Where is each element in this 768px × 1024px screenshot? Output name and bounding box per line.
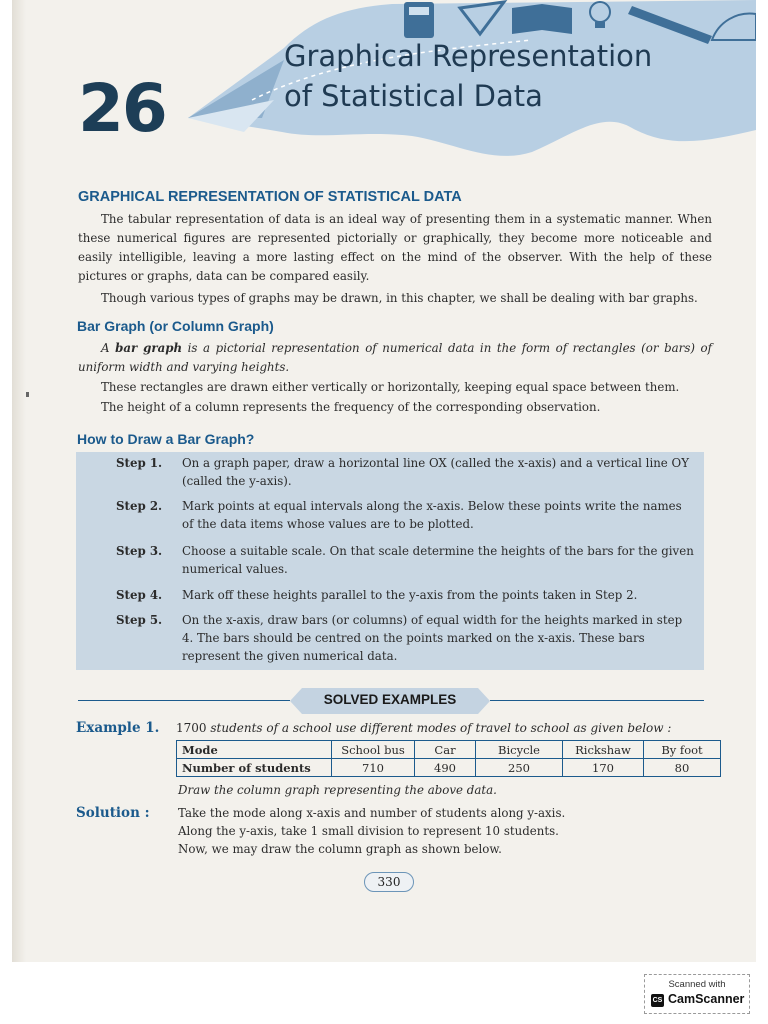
table-cell: School bus <box>332 741 415 759</box>
chapter-number: 26 <box>78 70 166 147</box>
chapter-title-line1: Graphical Representation <box>284 39 653 73</box>
margin-mark <box>26 392 29 397</box>
step-text: On the x-axis, draw bars (or columns) of equal width for the heights marked in step 4. The bars should be centred on the points marked on the x-axis. These bars represent the given numerical data. <box>182 613 683 663</box>
divider-left <box>78 700 290 701</box>
solution-line: Now, we may draw the column graph as shown below. <box>178 842 502 856</box>
bar-graph-definition <box>78 339 712 377</box>
how-to-heading: How to Draw a Bar Graph? <box>77 431 255 447</box>
table-cell: 490 <box>415 759 476 777</box>
solution-label: Solution : <box>76 805 150 821</box>
step-text: Mark points at equal intervals along the x-axis. Below these points write the names of the data items whose values are to be plotted. <box>182 499 682 531</box>
height-paragraph: The height of a column represents the frequency of the corresponding observation. <box>101 400 601 414</box>
table-row-label: Number of students <box>177 759 332 777</box>
step-label: Step 5. <box>116 613 163 627</box>
step-text: Choose a suitable scale. On that scale determine the heights of the bars for the given numerical values. <box>182 544 694 576</box>
book-icon <box>512 4 572 34</box>
definition-rest: is a pictorial representation of numerical data in the form of rectangles (or bars) of uniform width and varying heights. <box>78 341 713 374</box>
table-cell: 80 <box>644 759 721 777</box>
example-description: students of a school use different modes of travel to school as given below : <box>210 721 672 735</box>
chapter-title-line2: of Statistical Data <box>284 79 543 113</box>
example-label: Example 1. <box>76 720 160 736</box>
bar-graph-heading: Bar Graph (or Column Graph) <box>77 318 274 334</box>
table-row <box>177 759 721 777</box>
table-row <box>177 741 721 759</box>
table-cell: Bicycle <box>476 741 563 759</box>
table-header-label: Mode <box>177 741 332 759</box>
solution-line: Take the mode along x-axis and number of students along y-axis. <box>178 806 566 820</box>
step-label: Step 2. <box>116 499 163 513</box>
table-cell: Car <box>415 741 476 759</box>
table-cell: 710 <box>332 759 415 777</box>
step-label: Step 4. <box>116 588 163 602</box>
example-count: 1700 <box>176 721 207 735</box>
divider-right <box>490 700 704 701</box>
step-label: Step 3. <box>116 544 163 558</box>
travel-mode-table <box>176 740 721 777</box>
camscanner-logo-icon: CS <box>651 994 664 1007</box>
intro-paragraph: The tabular representation of data is an ideal way of presenting them in a systematic manner. When these numerical figures are represented pictorially or graphically, they become more noticeable and easily intelligible, leaving a more lasting effect on the mind of the observer. With the help of these pictures or graphs, data can be compared easily. <box>78 212 712 283</box>
step-text: On a graph paper, draw a horizontal line OX (called the x-axis) and a vertical line OY (called the y-axis). <box>182 456 690 488</box>
instruction-text: Draw the column graph representing the above data. <box>178 783 497 797</box>
watermark-caption: Scanned with <box>668 979 726 990</box>
rectangles-paragraph: These rectangles are drawn either vertically or horizontally, keeping equal space between them. <box>101 380 680 394</box>
page-number: 330 <box>364 872 414 892</box>
steps-box <box>76 452 704 670</box>
table-cell: Rickshaw <box>563 741 644 759</box>
scanner-watermark <box>644 974 750 1014</box>
bar-graphs-note: Though various types of graphs may be drawn, in this chapter, we shall be dealing with bar graphs. <box>101 291 698 305</box>
solution-line: Along the y-axis, take 1 small division to represent 10 students. <box>178 824 559 838</box>
step-label: Step 1. <box>116 456 163 470</box>
section-heading: GRAPHICAL REPRESENTATION OF STATISTICAL DATA <box>78 189 462 205</box>
table-cell: 250 <box>476 759 563 777</box>
solved-examples-heading: SOLVED EXAMPLES <box>323 692 457 707</box>
calculator-icon <box>404 2 434 38</box>
definition-term: bar graph <box>115 341 183 355</box>
step-text: Mark off these heights parallel to the y-axis from the points taken in Step 2. <box>182 588 638 602</box>
watermark-brand: CamScanner <box>668 992 745 1006</box>
table-cell: By foot <box>644 741 721 759</box>
chapter-title <box>284 36 652 116</box>
solution-text <box>178 804 565 858</box>
table-cell: 170 <box>563 759 644 777</box>
example-text <box>176 721 671 735</box>
definition-intro: A <box>101 341 110 355</box>
